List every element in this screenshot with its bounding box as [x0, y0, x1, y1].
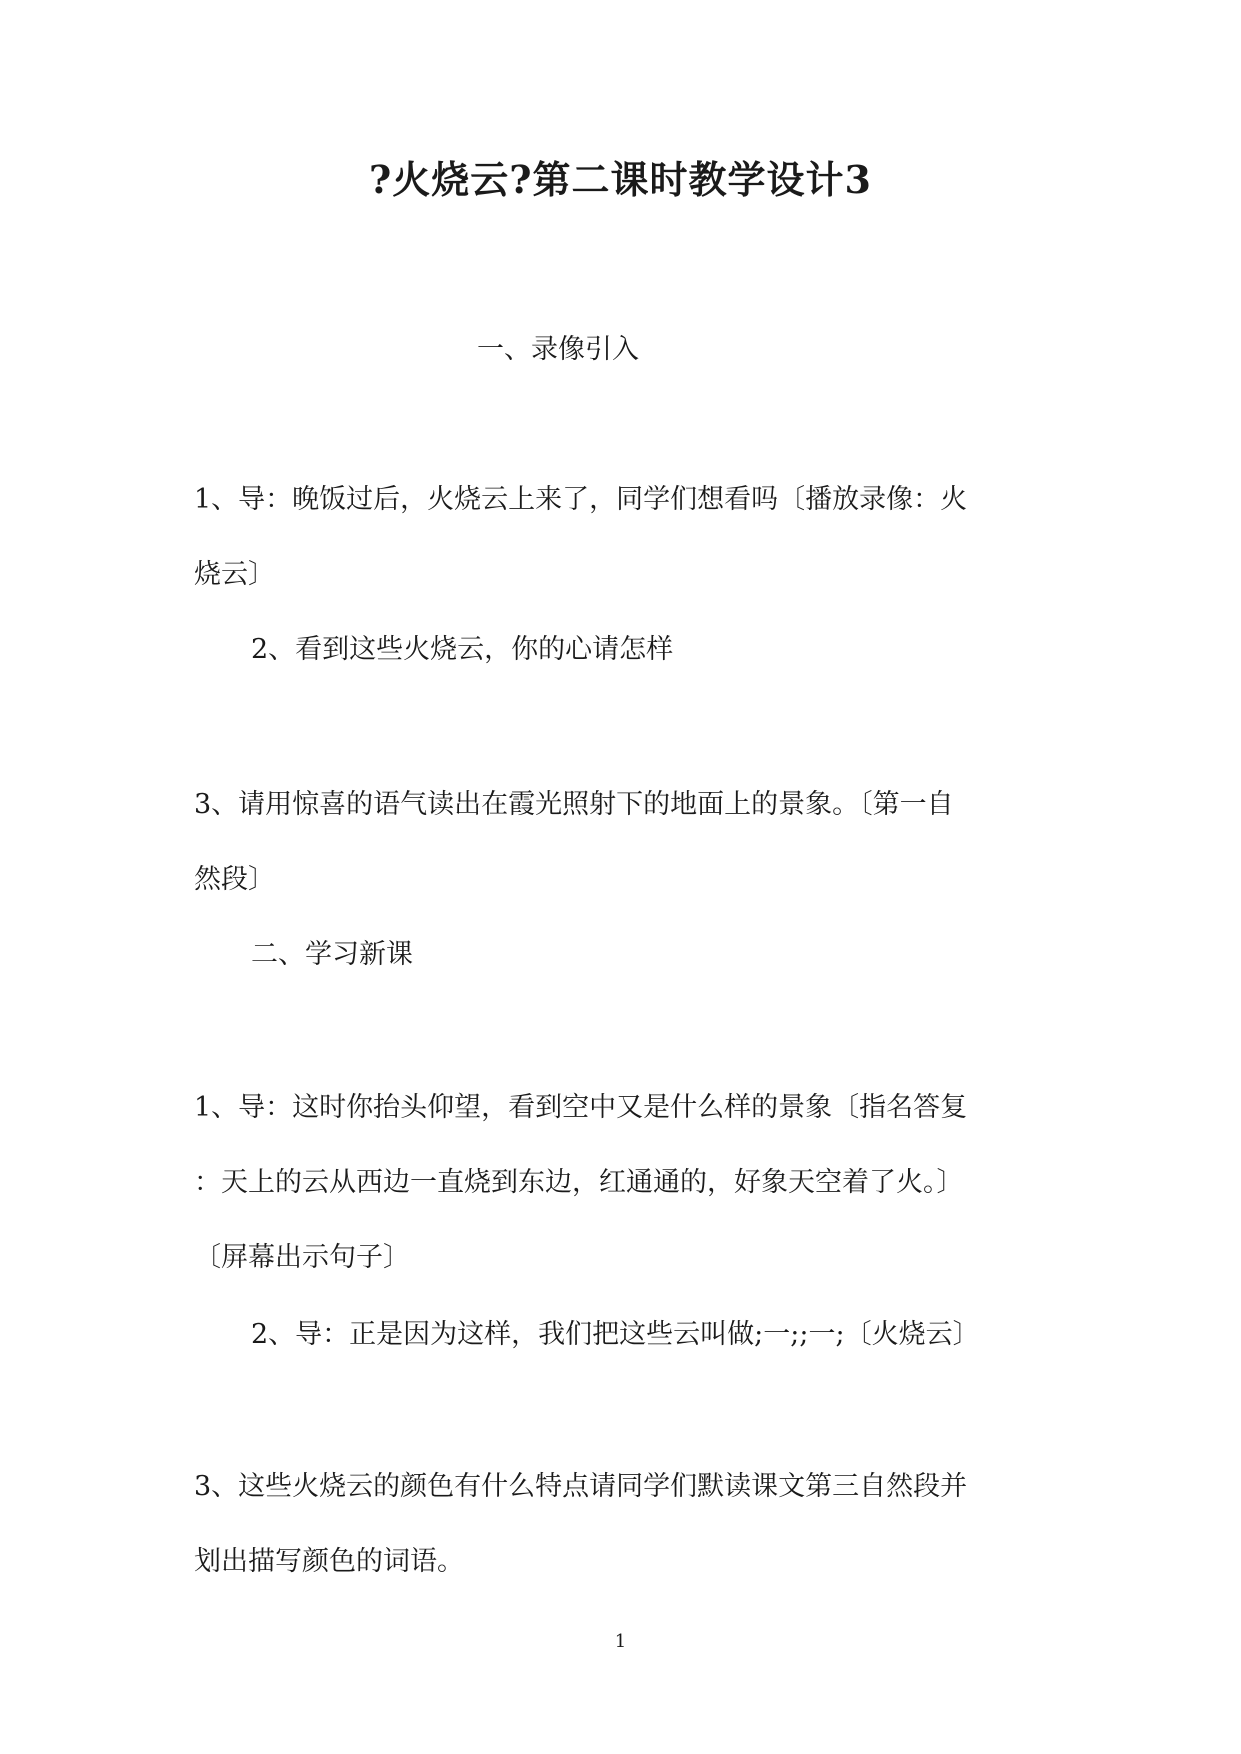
- paragraph-line: 1、导：这时你抬头仰望，看到空中又是什么样的景象〔指名答复: [194, 1092, 968, 1123]
- page-number: 1: [614, 1631, 627, 1652]
- paragraph-line: 1、导：晚饭过后，火烧云上来了，同学们想看吗〔播放录像：火: [194, 484, 968, 515]
- paragraph-line: 2、看到这些火烧云，你的心请怎样: [251, 634, 674, 665]
- section-heading: 二、学习新课: [251, 939, 413, 970]
- paragraph: [251, 1315, 1081, 1355]
- paragraph-line: 2、导：正是因为这样，我们把这些云叫做;一;;一;〔火烧云〕: [251, 1319, 980, 1350]
- paragraph: [194, 480, 1024, 595]
- paragraph-line: 3、这些火烧云的颜色有什么特点请同学们默读课文第三自然段并: [194, 1471, 968, 1502]
- paragraph-line: ：天上的云从西边一直烧到东边，红通通的，好象天空着了火。〕: [194, 1167, 964, 1198]
- paragraph: [251, 630, 1081, 670]
- paragraph-line: 3、请用惊喜的语气读出在霞光照射下的地面上的景象。〔第一自: [194, 789, 954, 820]
- paragraph-line: 烧云〕: [194, 559, 275, 590]
- paragraph: [194, 1088, 1024, 1278]
- document-title: ?火烧云?第二课时教学设计3: [369, 157, 872, 202]
- paragraph-line: 然段〕: [194, 864, 275, 895]
- section-heading: 一、录像引入: [477, 334, 639, 365]
- paragraph: [194, 785, 1024, 900]
- paragraph-line: 〔屏幕出示句子〕: [194, 1242, 410, 1273]
- paragraph-line: 划出描写颜色的词语。: [194, 1546, 464, 1577]
- paragraph: [194, 1467, 1024, 1582]
